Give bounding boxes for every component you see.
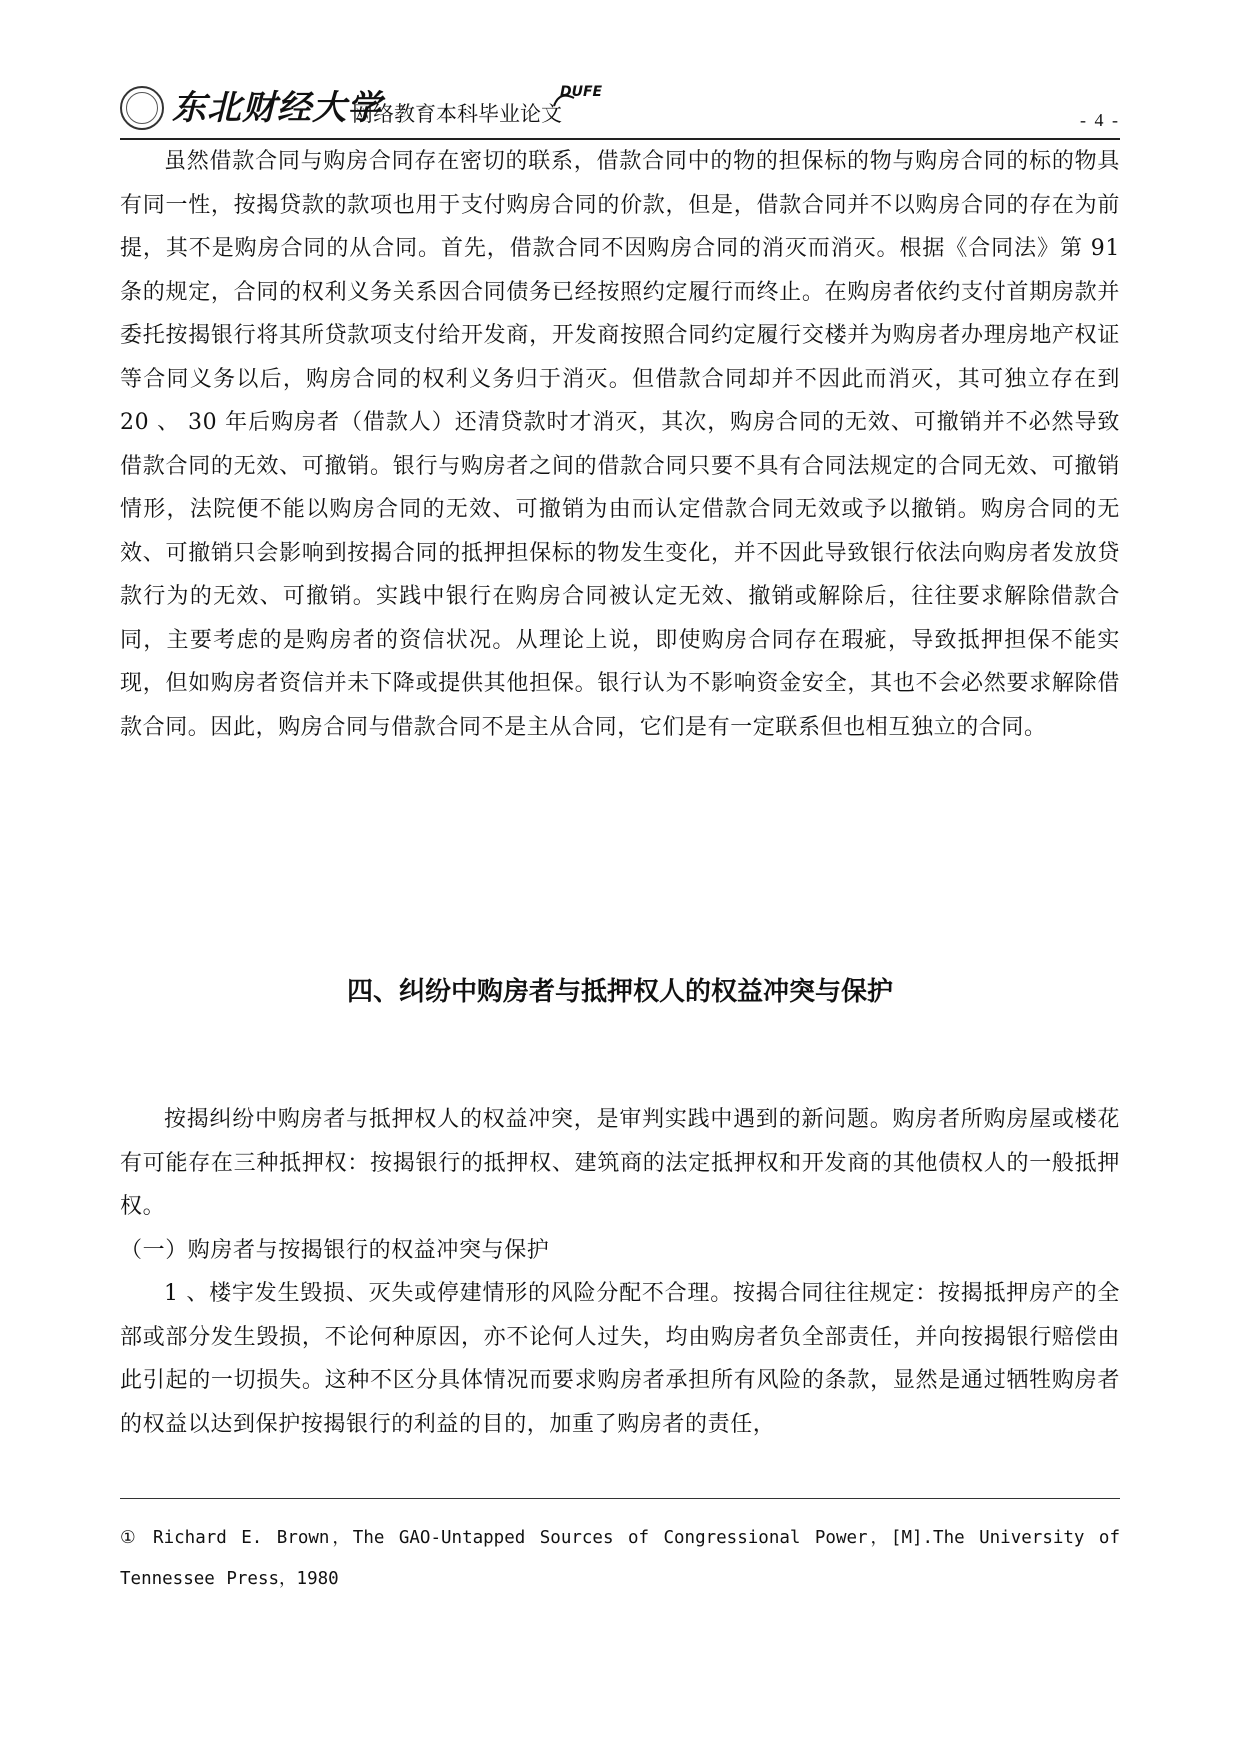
brand-logo: DUFE	[560, 84, 603, 100]
footnote-divider	[120, 1498, 1120, 1499]
paragraph-rights-conflict: 按揭纠纷中购房者与抵押权人的权益冲突，是审判实践中遇到的新问题。购房者所购房屋或楼花有可能存在三种抵押权：按揭银行的抵押权、建筑商的法定抵押权和开发商的其他债权人的一般抵押权。	[120, 1107, 1120, 1219]
subsection-heading: （一）购房者与按揭银行的权益冲突与保护	[120, 1237, 550, 1263]
university-seal-logo	[120, 86, 164, 130]
page-header	[120, 80, 1120, 140]
university-name: 东北财经大学	[172, 88, 382, 128]
page-number: - 4 -	[1080, 110, 1120, 130]
paragraph-risk-allocation: 1 、楼宇发生毁损、灭失或停建情形的风险分配不合理。按揭合同往往规定：按揭抵押房产的全部或部分发生毁损，不论何种原因，亦不论何人过失，均由购房者负全部责任，并向按揭银行赔偿由此引起的一切损失。这种不区分具体情况而要求购房者承担所有风险的条款，显然是通过牺牲购房者的权益以达到保护按揭银行的利益的目的，加重了购房者的责任，	[120, 1281, 1120, 1437]
seal-inner-ring	[126, 92, 158, 124]
section-heading: 四、纠纷中购房者与抵押权人的权益冲突与保护	[346, 977, 893, 1007]
header-subtitle: 网络教育本科毕业论文	[352, 102, 562, 126]
footnote: ① Richard E. Brown，The GAO-Untapped Sources of Congressional Power，[M].The University of Tennessee Press，1980	[120, 1528, 1120, 1589]
section-body	[120, 1098, 1120, 1446]
body-text	[120, 140, 1120, 749]
paragraph-contract-relationship: 虽然借款合同与购房合同存在密切的联系，借款合同中的物的担保标的物与购房合同的标的物具有同一性，按揭贷款的款项也用于支付购房合同的价款，但是，借款合同并不以购房合同的存在为前提，其不是购房合同的从合同。首先，借款合同不因购房合同的消灭而消灭。根据《合同法》第 91 条的规定，合同的权利义务关系因合同债务已经按照约定履行而终止。在购房者依约支付首期房款并委托按揭银行将其所贷款项支付给开发商，开发商按照合同约定履行交楼并为购房者办理房地产权证等合同义务以后，购房合同的权利义务归于消灭。但借款合同却并不因此而消灭，其可独立存在到 20 、 30 年后购房者（借款人）还清贷款时才消灭，其次，购房合同的无效、可撤销并不必然导致借款合同的无效、可撤销。银行与购房者之间的借款合同只要不具有合同法规定的合同无效、可撤销情形，法院便不能以购房合同的无效、可撤销为由而认定借款合同无效或予以撤销。购房合同的无效、可撤销只会影响到按揭合同的抵押担保标的物发生变化，并不因此导致银行依法向购房者发放贷款行为的无效、可撤销。实践中银行在购房合同被认定无效、撤销或解除后，往往要求解除借款合同，主要考虑的是购房者的资信状况。从理论上说，即使购房合同存在瑕疵，导致抵押担保不能实现，但如购房者资信并未下降或提供其他担保。银行认为不影响资金安全，其也不会必然要求解除借款合同。因此，购房合同与借款合同不是主从合同，它们是有一定联系但也相互独立的合同。	[120, 149, 1120, 740]
